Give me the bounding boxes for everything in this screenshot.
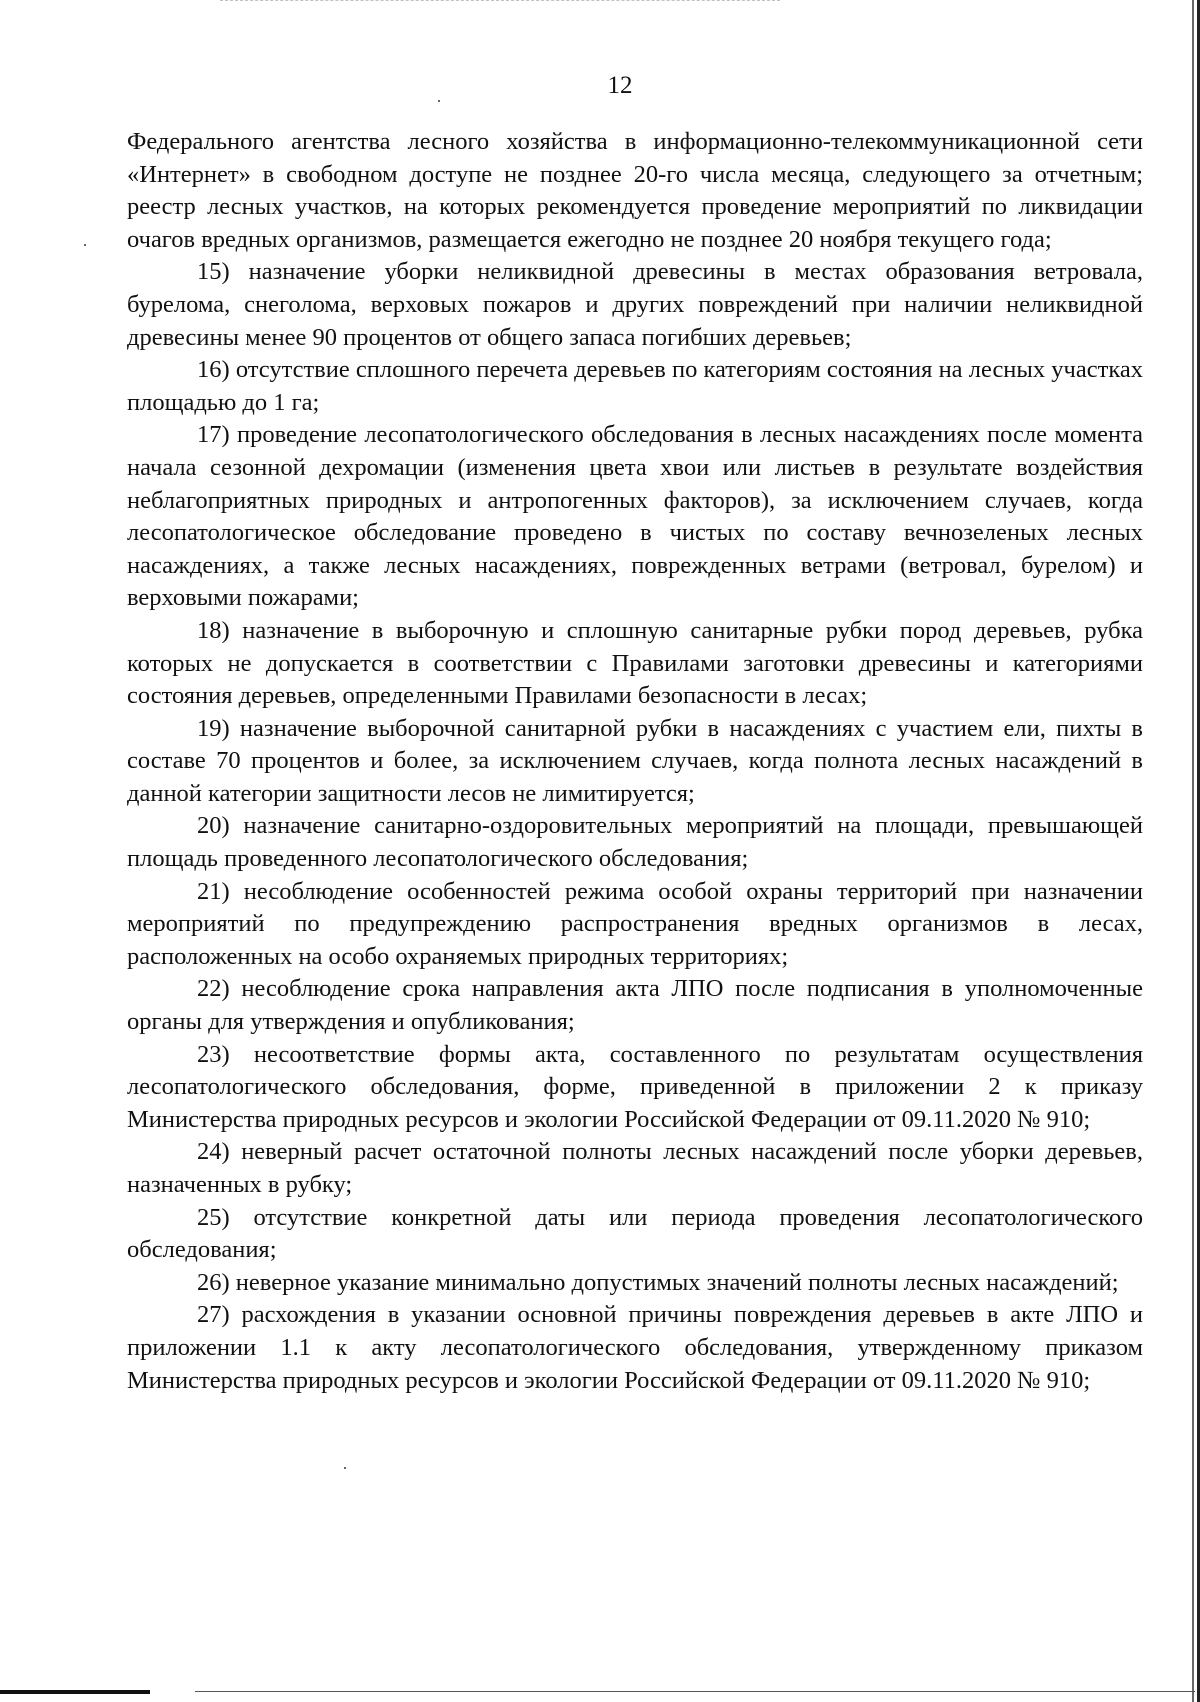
list-item-23: 23) несоответствие формы акта, составленного по результатам осуществления лесопатологического обследования, форме, приведенной в приложении 2 к приказу Министерства природных ресурсов и экологии Российской Федерации от 09.11.2020 № 910; — [127, 1040, 1143, 1133]
scan-speck — [344, 1467, 346, 1469]
list-item-27: 27) расхождения в указании основной причины повреждения деревьев в акте ЛПО и приложении 1.1 к акту лесопатологического обследования, утвержденному приказом Министерства природных ресурсов и экологии Российской Федерации от 09.11.2020 № 910; — [127, 1301, 1143, 1394]
list-item-25: 25) отсутствие конкретной даты или периода проведения лесопатологического обследования; — [127, 1203, 1143, 1264]
list-item-22: 22) несоблюдение срока направления акта ЛПО после подписания в уполномоченные органы для утверждения и опубликования; — [127, 975, 1143, 1036]
page-number: 12 — [607, 72, 633, 99]
scan-speck — [84, 244, 86, 246]
scan-edge-bottom — [0, 1690, 150, 1694]
list-item-24: 24) неверный расчет остаточной полноты лесных насаждений после уборки деревьев, назначенных в рубку; — [127, 1138, 1143, 1198]
list-item-18: 18) назначение в выборочную и сплошную санитарные рубки пород деревьев, рубка которых не допускается в соответствии с Правилами заготовки древесины и категориями состояния деревьев, определенными Правилами безопасности в лесах; — [127, 616, 1143, 710]
list-item-21: 21) несоблюдение особенностей режима особой охраны территорий при назначении мероприятий по предупреждению распространения вредных организмов в лесах, расположенных на особо охраняемых природных территориях; — [127, 877, 1143, 970]
list-item-17: 17) проведение лесопатологического обследования в лесных насаждениях после момента начала сезонной дехромации (изменения цвета хвои или листьев в результате воздействия неблагоприятных природных и антропогенных факторов), за исключением случаев, когда лесопатологическое обследование проведено в чистых по составу вечнозеленых лесных насаждениях, а также лесных насаждениях, поврежденных ветрами (ветровал, бурелом) и верховыми пожарами; — [127, 421, 1143, 612]
list-item-26: 26) неверное указание минимально допустимых значений полноты лесных насаждений; — [197, 1268, 1119, 1296]
scan-speck — [438, 100, 440, 102]
scan-edge-top — [220, 0, 780, 4]
scan-edge-right-inner — [1192, 0, 1194, 1702]
paragraph-continuation: Федерального агентства лесного хозяйства в информационно-телекоммуникационной сети «Интернет» в свободном доступе не позднее 20-го числа месяца, следующего за отчетным; реестр лесных участков, на которых рекомендуется проведение мероприятий по ликвидации очагов вредных организмов, размещается ежегодно не позднее 20 ноября текущего года; — [127, 128, 1143, 253]
list-item-20: 20) назначение санитарно-оздоровительных мероприятий на площади, превышающей площадь проведенного лесопатологического обследования; — [127, 812, 1143, 873]
list-item-15: 15) назначение уборки неликвидной древесины в местах образования ветровала, бурелома, снеголома, верховых пожаров и других повреждений при наличии неликвидной древесины менее 90 процентов от общего запаса погибших деревьев; — [127, 258, 1143, 351]
list-item-16: 16) отсутствие сплошного перечета деревьев по категориям состояния на лесных участках площадью до 1 га; — [127, 356, 1143, 416]
scan-edge-bottom-line — [195, 1691, 1195, 1692]
list-item-19: 19) назначение выборочной санитарной рубки в насаждениях с участием ели, пихты в составе 70 процентов и более, за исключением случаев, когда полнота лесных насаждений в данной категории защитности лесов не лимитируется; — [127, 714, 1143, 807]
document-body — [127, 126, 1143, 1397]
